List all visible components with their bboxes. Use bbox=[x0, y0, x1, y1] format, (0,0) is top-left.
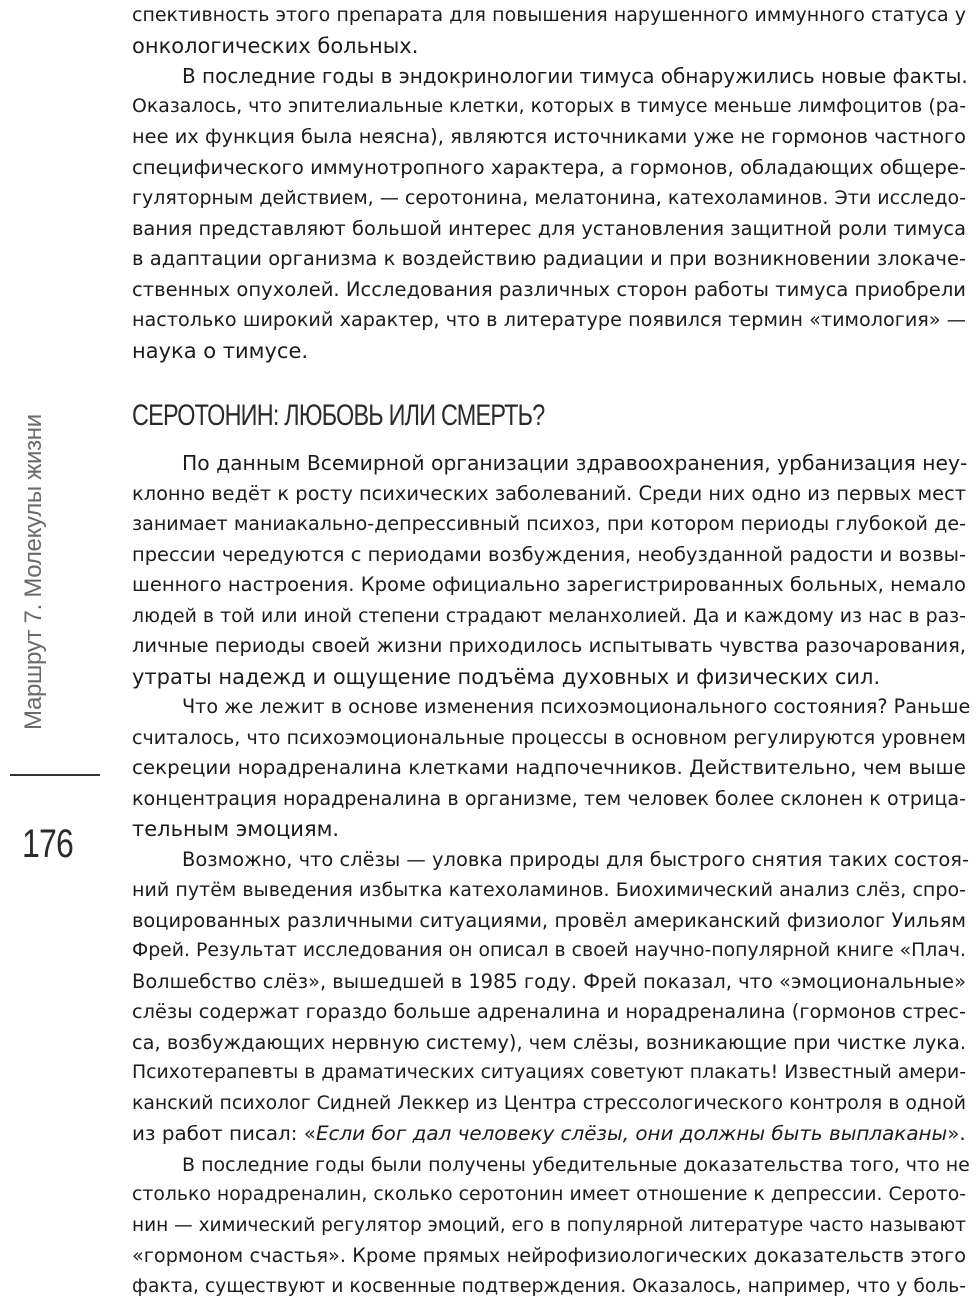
text-line: вания представляют большой интерес для установления защитной роли тимуса bbox=[132, 214, 966, 245]
quote-italic: Если бог дал человеку слёзы, они должны быть выплаканы bbox=[316, 1122, 947, 1145]
text-line: ний путём выведения избытка катехоламинов. Биохимический анализ слёз, спро- bbox=[132, 875, 966, 906]
text-line: слёзы содержат гораздо больше адреналина и норадреналина (гормонов стрес- bbox=[132, 997, 966, 1028]
text-line: нее их функция была неясна), являются источниками уже не гормонов частного bbox=[132, 122, 966, 153]
text-line: Возможно, что слёзы — уловка природы для быстрого снятия таких состоя- bbox=[132, 845, 966, 876]
page-number: 176 bbox=[22, 822, 73, 867]
text-line: занимает маниакально-депрессивный психоз, при котором периоды глубокой де- bbox=[132, 509, 966, 540]
text-line: канский психолог Сидней Леккер из Центра стрессологического контроля в одной bbox=[132, 1089, 966, 1120]
text-line: По данным Всемирной организации здравоохранения, урбанизация неу- bbox=[132, 448, 966, 479]
text-line: Психотерапевты в драматических ситуациях советуют плакать! Известный амери- bbox=[132, 1058, 966, 1089]
text-line: онкологических больных. bbox=[132, 31, 966, 62]
text-line: тельным эмоциям. bbox=[132, 814, 966, 845]
text-span: ». bbox=[947, 1122, 966, 1145]
paragraph-4 bbox=[132, 692, 966, 845]
text-line: столько норадреналин, сколько серотонин имеет отношение к депрессии. Серото- bbox=[132, 1180, 966, 1211]
text-line: прессии чередуются с периодами возбуждения, необузданной радости и возвы- bbox=[132, 540, 966, 571]
text-line: специфического иммунотропного характера, а гормонов, обладающих общере- bbox=[132, 153, 966, 184]
text-line: Фрей. Результат исследования он описал в своей научно-популярной книге «Плач. bbox=[132, 936, 966, 967]
text-line: Волшебство слёз», вышедшей в 1985 году. Фрей показал, что «эмоциональные» bbox=[132, 967, 966, 998]
text-line: шенного настроения. Кроме официально зарегистрированных больных, немало bbox=[132, 570, 966, 601]
paragraph-6 bbox=[132, 1150, 966, 1302]
text-line: концентрация норадреналина в организме, тем человек более склонен к отрица- bbox=[132, 784, 966, 815]
text-line: Оказалось, что эпителиальные клетки, которых в тимусе меньше лимфоцитов (ра- bbox=[132, 92, 966, 123]
text-line: факта, существуют и косвенные подтверждения. Оказалось, например, что у боль- bbox=[132, 1272, 966, 1302]
running-title: Маршрут 7. Молекулы жизни bbox=[20, 414, 48, 730]
text-line: «гормоном счастья». Кроме прямых нейрофизиологических доказательств этого bbox=[132, 1241, 966, 1272]
text-line: гуляторным действием, — серотонина, мелатонина, катехоламинов. Эти исследо- bbox=[132, 183, 966, 214]
text-line: В последние годы в эндокринологии тимуса обнаружились новые факты. bbox=[132, 61, 966, 92]
text-line: утраты надежд и ощущение подъёма духовных и физических сил. bbox=[132, 662, 966, 693]
text-line: наука о тимусе. bbox=[132, 336, 966, 367]
text-line: настолько широкий характер, что в литературе появился термин «тимология» — bbox=[132, 305, 966, 336]
sidebar-divider bbox=[10, 774, 100, 776]
paragraph-5 bbox=[132, 845, 966, 1150]
text-line: Что же лежит в основе изменения психоэмоционального состояния? Раньше bbox=[132, 692, 966, 723]
paragraph-3 bbox=[132, 448, 966, 692]
text-line: клонно ведёт к росту психических заболеваний. Среди них одно из первых мест bbox=[132, 479, 966, 510]
text-span: из работ писал: « bbox=[132, 1122, 316, 1145]
text-line: спективность этого препарата для повышения нарушенного иммунного статуса у bbox=[132, 0, 966, 31]
text-line: воцированных различными ситуациями, провёл американский физиолог Уильям bbox=[132, 906, 966, 937]
text-line: считалось, что психоэмоциональные процессы в основном регулируются уровнем bbox=[132, 723, 966, 754]
text-line: В последние годы были получены убедительные доказательства того, что не bbox=[132, 1150, 966, 1181]
page-body bbox=[132, 0, 966, 1302]
paragraph-2 bbox=[132, 61, 966, 366]
text-line: са, возбуждающих нервную систему), чем слёзы, возникающие при чистке лука. bbox=[132, 1028, 966, 1059]
paragraph-1 bbox=[132, 0, 966, 61]
text-line: людей в той или иной степени страдают меланхолией. Да и каждому из нас в раз- bbox=[132, 601, 966, 632]
text-line: личные периоды своей жизни приходилось испытывать чувства разочарования, bbox=[132, 631, 966, 662]
text-line bbox=[132, 1119, 966, 1150]
section-heading: СЕРОТОНИН: ЛЮБОВЬ ИЛИ СМЕРТЬ? bbox=[132, 396, 783, 436]
text-line: секреции норадреналина клетками надпочечников. Действительно, чем выше bbox=[132, 753, 966, 784]
text-line: в адаптации организма к воздействию радиации и при возникновении злокаче- bbox=[132, 244, 966, 275]
text-line: ственных опухолей. Исследования различных сторон работы тимуса приобрели bbox=[132, 275, 966, 306]
text-line: нин — химический регулятор эмоций, его в популярной литературе часто называют bbox=[132, 1211, 966, 1242]
